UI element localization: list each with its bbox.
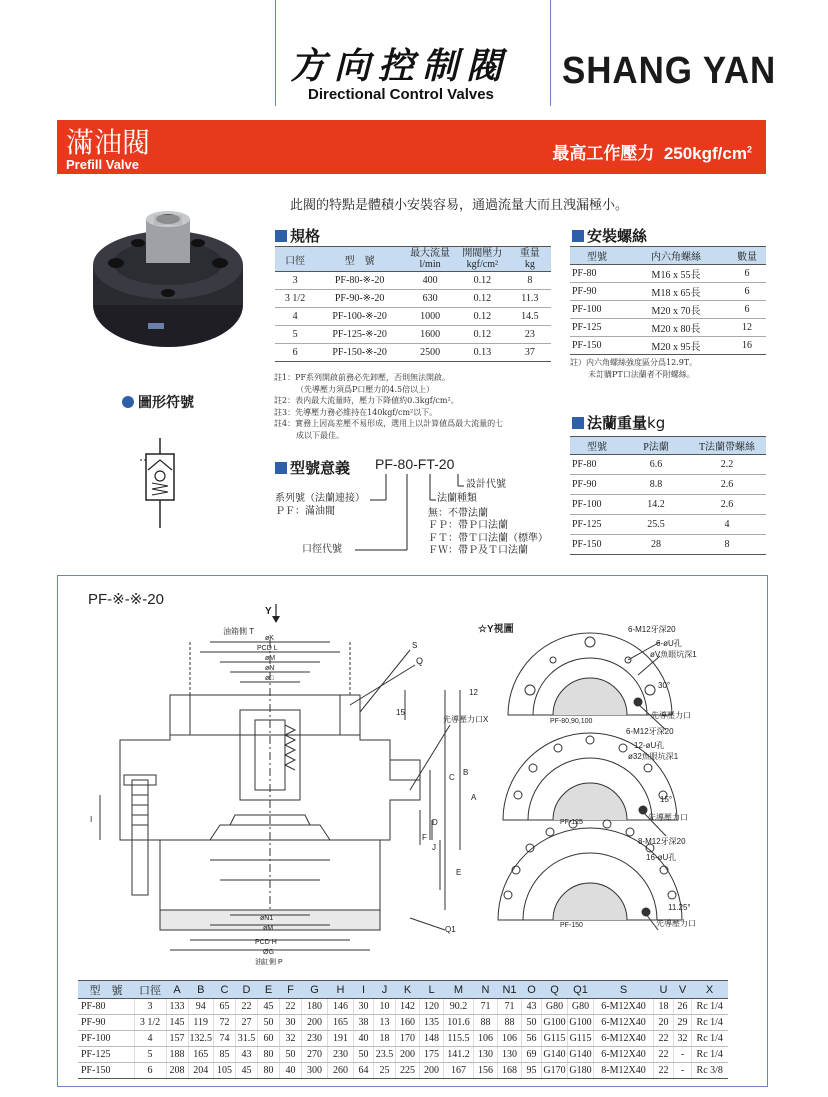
dims-col-header: O (522, 981, 542, 999)
spec-table (275, 246, 551, 362)
brand-logo: SHANG YAN (562, 50, 777, 92)
dims-col-header: B (188, 981, 214, 999)
dim-label: ØG (263, 949, 274, 956)
dims-cell: 132.5 (188, 1031, 214, 1047)
dims-cell: 106 (474, 1031, 498, 1047)
dims-cell: 25 (374, 1063, 396, 1079)
dims-cell: 29 (674, 1015, 692, 1031)
dims-cell: 94 (188, 999, 214, 1015)
dims-cell: 157 (166, 1031, 188, 1047)
bolts-notes: 註）内六角螺絲強度區分爲12.9T。 未訂購PT口法蘭者不附螺絲。 (570, 358, 698, 379)
dims-cell: 30 (354, 999, 374, 1015)
dims-cell: 40 (354, 1031, 374, 1047)
dim-label: øK (265, 635, 274, 642)
table-row: PF-80 6.6 2.2 (570, 455, 766, 475)
table-row (78, 1031, 728, 1047)
view-label: 6-M12牙深20 (626, 727, 674, 736)
dims-cell: 230 (302, 1031, 328, 1047)
dims-cell: PF-90 (78, 1015, 134, 1031)
dim-label: Q1 (445, 925, 456, 934)
col-header: 型號 (570, 247, 624, 265)
view-label: 8-M12牙深20 (638, 837, 686, 846)
square-bullet-icon (572, 417, 584, 429)
dim-label: D (432, 818, 438, 827)
dims-cell: 85 (214, 1047, 236, 1063)
dims-cell: 26 (674, 999, 692, 1015)
dims-cell: 6-M12X40 (594, 999, 654, 1015)
view-label: 15° (660, 795, 673, 804)
view-label: ø32魚眼坑深1 (628, 752, 679, 761)
view-label: 先導壓力口 (656, 919, 696, 928)
view-label: 30° (658, 681, 671, 690)
dim-label: øN (265, 665, 275, 672)
dims-cell: 50 (280, 1047, 302, 1063)
product-name-cn: 滿油閥 (66, 126, 151, 159)
dims-cell: 13 (374, 1015, 396, 1031)
pilot-port-label: 先導壓力口X (443, 715, 489, 724)
dims-col-header: U (654, 981, 674, 999)
dims-cell: 165 (328, 1015, 354, 1031)
cylinder-port-label: 油缸側 P (255, 959, 283, 966)
col-header: 數量 (728, 247, 766, 265)
dims-cell: 168 (498, 1063, 522, 1079)
table-row: PF-150 M20 x 95長 16 (570, 337, 766, 355)
dims-cell: 8-M12X40 (594, 1063, 654, 1079)
dims-cell: 101.6 (444, 1015, 474, 1031)
dim-label: J (432, 843, 436, 852)
model-design-code: 設計代號 (466, 479, 506, 490)
view-label: 16-øU孔 (646, 853, 677, 862)
dims-cell: PF-100 (78, 1031, 134, 1047)
col-header: 開閥壓力 kgf/cm² (456, 247, 509, 272)
table-row: 4 PF-100-※-20 1000 0.12 14.5 (275, 308, 551, 326)
flange-table (570, 436, 766, 555)
dims-cell: G115 (542, 1031, 568, 1047)
dims-cell: 22 (236, 999, 258, 1015)
dim-label: S (412, 641, 418, 650)
dims-cell: 200 (302, 1015, 328, 1031)
bolts-heading: 安裝螺絲 (572, 225, 647, 246)
table-row: PF-125 25.5 4 (570, 515, 766, 535)
dims-cell: Rc 1/4 (692, 1031, 728, 1047)
section-drawing (60, 600, 489, 975)
model-heading: 型號意義 (275, 457, 350, 478)
col-header: 重量 kg (509, 247, 551, 272)
dim-label: øN1 (260, 915, 274, 922)
dims-cell: 90.2 (444, 999, 474, 1015)
dim-label: ø□ (265, 675, 274, 682)
dims-cell: 22 (654, 1031, 674, 1047)
dims-cell: 45 (236, 1063, 258, 1079)
view-label: 12-øU孔 (634, 741, 665, 750)
dim-label: 15 (396, 708, 405, 717)
dims-col-header: L (420, 981, 444, 999)
bolts-table (570, 246, 766, 355)
dims-col-header: 口徑 (134, 981, 166, 999)
dims-cell: - (674, 1047, 692, 1063)
view-label: 6-M12牙深20 (628, 625, 676, 634)
dims-cell: 50 (354, 1047, 374, 1063)
square-bullet-icon (275, 462, 287, 474)
dims-cell: 32 (674, 1031, 692, 1047)
dims-cell: 56 (522, 1031, 542, 1047)
dims-cell: 31.5 (236, 1031, 258, 1047)
dims-col-header: C (214, 981, 236, 999)
dims-cell: 22 (654, 1047, 674, 1063)
dims-cell: 22 (654, 1063, 674, 1079)
view-label: øV魚眼坑深1 (650, 650, 697, 659)
dim-label: A (471, 793, 477, 802)
dims-cell: 133 (166, 999, 188, 1015)
model-series: 系列號（法蘭連接） (275, 493, 365, 504)
dims-col-header: H (328, 981, 354, 999)
dims-col-header: S (594, 981, 654, 999)
view-label: 6-øU孔 (656, 639, 682, 648)
header-divider-right (550, 0, 551, 106)
dim-label: F (422, 833, 427, 842)
y-view-title: ☆Y視圖 (478, 624, 514, 635)
dims-cell: 120 (420, 999, 444, 1015)
dims-cell: 6-M12X40 (594, 1047, 654, 1063)
category-title-cn: 方向控制閥 (290, 46, 511, 87)
table-row (78, 1047, 728, 1063)
product-photo (88, 205, 248, 355)
dim-label: Q (416, 656, 424, 666)
dims-cell: G100 (542, 1015, 568, 1031)
dims-cell: 180 (302, 999, 328, 1015)
dims-cell: G140 (568, 1047, 594, 1063)
table-row: PF-150 28 8 (570, 535, 766, 555)
dims-col-header: N (474, 981, 498, 999)
flange-heading: 法蘭重量kg (572, 412, 665, 433)
dims-cell: Rc 1/4 (692, 1047, 728, 1063)
dims-col-header: A (166, 981, 188, 999)
view-label: 11.25° (668, 903, 691, 912)
dims-col-header: V (674, 981, 692, 999)
dim-label: E (456, 868, 462, 877)
dims-cell: 32 (280, 1031, 302, 1047)
model-option: ＦＰ：帶Ｐ口法蘭 (428, 520, 508, 531)
dims-col-header: K (396, 981, 420, 999)
dims-cell: PF-125 (78, 1047, 134, 1063)
dims-cell: 30 (280, 1015, 302, 1031)
model-option: 無：不帶法蘭 (428, 508, 488, 519)
dims-col-header: I (354, 981, 374, 999)
dims-cell: 270 (302, 1047, 328, 1063)
col-header: P法蘭 (624, 437, 688, 455)
dims-cell: 80 (258, 1047, 280, 1063)
dims-cell: - (674, 1063, 692, 1079)
y-arrow-label: Y (265, 606, 272, 617)
dims-cell: 10 (374, 999, 396, 1015)
dims-cell: Rc 1/4 (692, 1015, 728, 1031)
dims-cell: 6-M12X40 (594, 1031, 654, 1047)
dims-cell: 148 (420, 1031, 444, 1047)
model-option: ＦＷ：帶Ｐ及Ｔ口法蘭 (428, 545, 528, 556)
table-row: 6 PF-150-※-20 2500 0.13 37 (275, 344, 551, 362)
table-row: 5 PF-125-※-20 1600 0.12 23 (275, 326, 551, 344)
dims-cell: G115 (568, 1031, 594, 1047)
dims-cell: 165 (188, 1047, 214, 1063)
dims-cell: 200 (396, 1047, 420, 1063)
model-flange-type: 法蘭種類 (437, 493, 477, 504)
category-title-en: Directional Control Valves (308, 86, 494, 103)
dims-cell: 146 (328, 999, 354, 1015)
spec-notes: 註1：PF系列開啟前務必先卸壓，否則無法開啟。 （先導壓力須爲P口壓力的4.5倍以上） 註2：表内最大流量時，壓力下降値約0.3kgf/cm²。 註3：先導壓力務必維持在140kgf/cm²以下。 註4：實務上因高差壓不易形成，選用上以計算値爲最大流量的七 成以下最佳。 (274, 373, 504, 440)
dims-cell: 71 (474, 999, 498, 1015)
dims-cell: 27 (236, 1015, 258, 1031)
product-name-en: Prefill Valve (66, 157, 139, 172)
dims-col-header: D (236, 981, 258, 999)
dims-cell: 156 (474, 1063, 498, 1079)
dims-cell: 230 (328, 1047, 354, 1063)
dims-header-row (78, 981, 728, 999)
dims-cell: 106 (498, 1031, 522, 1047)
dims-cell: 260 (328, 1063, 354, 1079)
table-row: PF-125 M20 x 80長 12 (570, 319, 766, 337)
dims-col-header: Q (542, 981, 568, 999)
col-header: T法蘭帶螺絲 (688, 437, 766, 455)
dim-label: PCD L (257, 645, 278, 652)
dims-cell: 88 (474, 1015, 498, 1031)
dims-cell: 6 (134, 1063, 166, 1079)
dims-cell: 43 (236, 1047, 258, 1063)
dims-cell: 22 (280, 999, 302, 1015)
dims-cell: 105 (214, 1063, 236, 1079)
dims-cell: 188 (166, 1047, 188, 1063)
dim-label: C (449, 773, 455, 782)
dims-cell: 130 (498, 1047, 522, 1063)
dims-cell: 40 (280, 1063, 302, 1079)
dims-cell: G100 (568, 1015, 594, 1031)
dim-label: I (90, 815, 93, 824)
dims-col-header: M (444, 981, 474, 999)
table-row (78, 999, 728, 1015)
dims-cell: G140 (542, 1047, 568, 1063)
dims-cell: G80 (568, 999, 594, 1015)
dims-cell: 64 (354, 1063, 374, 1079)
dims-cell: 65 (214, 999, 236, 1015)
table-row: PF-90 8.8 2.6 (570, 475, 766, 495)
view-label: 先導壓力口 (651, 711, 691, 720)
model-option: ＦＴ：帶Ｔ口法蘭（標準） (428, 533, 548, 544)
dims-cell: 69 (522, 1047, 542, 1063)
dims-col-header: X (692, 981, 728, 999)
dim-label: øM (263, 925, 274, 932)
dims-cell: Rc 3/8 (692, 1063, 728, 1079)
dims-cell: 204 (188, 1063, 214, 1079)
col-header: 内六角螺絲 (624, 247, 728, 265)
dims-cell: 200 (420, 1063, 444, 1079)
dims-cell: 20 (654, 1015, 674, 1031)
circle-bullet-icon (122, 396, 134, 408)
view-label: 先導壓力口 (648, 813, 688, 822)
table-row: 3 1/2 PF-90-※-20 630 0.12 11.3 (275, 290, 551, 308)
dims-cell: 18 (654, 999, 674, 1015)
dims-cell: 145 (166, 1015, 188, 1031)
dims-col-header: F (280, 981, 302, 999)
square-bullet-icon (275, 230, 287, 242)
dim-label: 12 (469, 688, 478, 697)
dims-cell: 167 (444, 1063, 474, 1079)
dims-cell: 135 (420, 1015, 444, 1031)
max-pressure: 最高工作壓力 $250kgf/cm^2$ (552, 144, 752, 163)
dims-cell: 4 (134, 1031, 166, 1047)
dims-cell: 191 (328, 1031, 354, 1047)
col-header: 型號 (570, 437, 624, 455)
dims-cell: 50 (522, 1015, 542, 1031)
tank-port-label: 油箱側 T (223, 627, 255, 636)
table-row (78, 1063, 728, 1079)
model-series-def: ＰＦ：滿油閥 (275, 506, 335, 517)
table-row: 3 PF-80-※-20 400 0.12 8 (275, 272, 551, 290)
dims-cell: 43 (522, 999, 542, 1015)
intro-text: 此閥的特點是體積小安裝容易，通過流量大而且洩漏極小。 (290, 198, 629, 213)
dims-cell: Rc 1/4 (692, 999, 728, 1015)
model-size: 口徑代號 (302, 544, 342, 555)
dims-cell: 38 (354, 1015, 374, 1031)
table-row: PF-100 M20 x 70長 6 (570, 301, 766, 319)
dims-cell: 170 (396, 1031, 420, 1047)
dims-cell: 225 (396, 1063, 420, 1079)
dims-cell: 45 (258, 999, 280, 1015)
dims-col-header: N1 (498, 981, 522, 999)
table-row: PF-80 M16 x 55長 6 (570, 265, 766, 283)
col-header: 型 號 (315, 247, 404, 272)
dim-label: øM (265, 655, 276, 662)
dims-cell: 3 (134, 999, 166, 1015)
table-row (78, 1015, 728, 1031)
dims-col-header: 型 號 (78, 981, 134, 999)
dims-col-header: E (258, 981, 280, 999)
dims-cell: 115.5 (444, 1031, 474, 1047)
table-row: PF-90 M18 x 65長 6 (570, 283, 766, 301)
y-view-drawings (478, 620, 763, 940)
dims-cell: PF-150 (78, 1063, 134, 1079)
dims-cell: G170 (542, 1063, 568, 1079)
col-header: 最大流量 l/min (404, 247, 456, 272)
dims-cell: 23.5 (374, 1047, 396, 1063)
dims-cell: 60 (258, 1031, 280, 1047)
dims-cell: 72 (214, 1015, 236, 1031)
dims-cell: 71 (498, 999, 522, 1015)
dims-cell: 80 (258, 1063, 280, 1079)
dims-cell: 5 (134, 1047, 166, 1063)
dims-cell: 3 1/2 (134, 1015, 166, 1031)
dims-cell: G80 (542, 999, 568, 1015)
view-label: PF-80,90,100 (550, 718, 593, 725)
dims-col-header: J (374, 981, 396, 999)
dim-label: PCD H (255, 939, 277, 946)
dims-cell: 6-M12X40 (594, 1015, 654, 1031)
dims-cell: 88 (498, 1015, 522, 1031)
dims-cell: PF-80 (78, 999, 134, 1015)
dims-cell: 130 (474, 1047, 498, 1063)
col-header: 口徑 (275, 247, 315, 272)
dims-cell: G180 (568, 1063, 594, 1079)
dims-cell: 160 (396, 1015, 420, 1031)
dims-cell: 141.2 (444, 1047, 474, 1063)
view-label: PF-150 (560, 922, 583, 929)
view-label: PF-125 (560, 819, 583, 826)
spec-heading: 規格 (275, 225, 320, 246)
dims-cell: 50 (258, 1015, 280, 1031)
dims-cell: 74 (214, 1031, 236, 1047)
header-divider-left (275, 0, 276, 106)
dims-cell: 95 (522, 1063, 542, 1079)
dims-col-header: G (302, 981, 328, 999)
dims-cell: 119 (188, 1015, 214, 1031)
dims-cell: 208 (166, 1063, 188, 1079)
square-bullet-icon (572, 230, 584, 242)
dimensions-table (78, 980, 728, 1079)
dims-cell: 175 (420, 1047, 444, 1063)
dims-cell: 18 (374, 1031, 396, 1047)
dim-label: B (463, 768, 469, 777)
check-valve-symbol-icon (140, 438, 180, 528)
table-row: PF-100 14.2 2.6 (570, 495, 766, 515)
dims-cell: 300 (302, 1063, 328, 1079)
symbol-heading: 圖形符號 (122, 392, 194, 412)
dims-cell: 142 (396, 999, 420, 1015)
dims-col-header: Q1 (568, 981, 594, 999)
model-code: PF-80-FT-20 (375, 456, 455, 472)
drawing-title: PF-※-※-20 (88, 591, 164, 608)
